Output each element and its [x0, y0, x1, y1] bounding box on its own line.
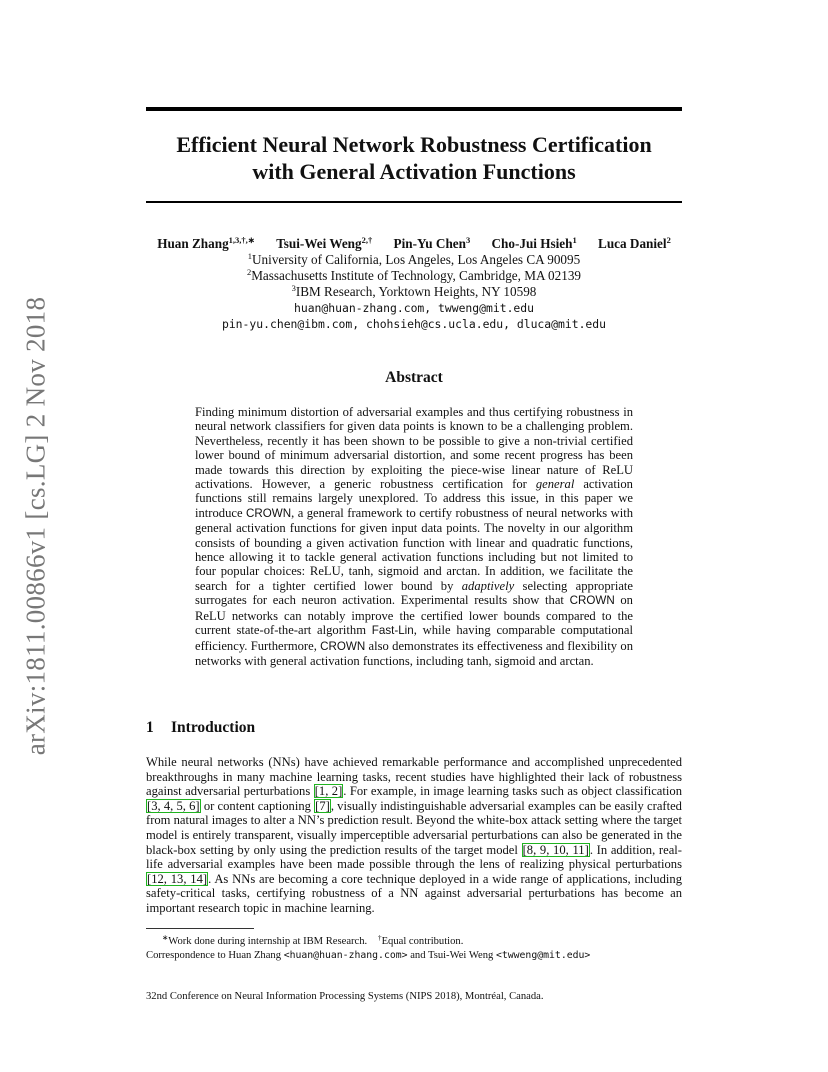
footnote-text: and Tsui-Wei Weng — [407, 950, 496, 962]
author — [276, 236, 372, 251]
correspondence-email: <twweng@mit.edu> — [495, 950, 591, 962]
footnote-mark: ∗ — [162, 933, 169, 942]
abstract-body — [195, 405, 633, 668]
affiliation-mark: 1 — [247, 251, 253, 261]
author — [492, 236, 577, 251]
method-name-fastlin: Fast-Lin — [371, 624, 414, 638]
introduction-body — [146, 755, 682, 916]
footnote-mark: † — [377, 933, 382, 942]
author-name: Luca Daniel — [598, 236, 667, 251]
author-marks: 1 — [572, 235, 577, 245]
affiliation — [80, 268, 748, 284]
intro-text: . For example, in image learning tasks such as object classification — [343, 784, 682, 799]
author — [157, 236, 255, 251]
author-name: Huan Zhang — [157, 236, 229, 251]
paper-title — [146, 131, 682, 185]
affiliations — [80, 252, 748, 332]
method-name-crown: CROWN — [569, 594, 615, 608]
author-marks: 1,3,†,∗ — [228, 235, 255, 245]
abstract-emphasis: adaptively — [461, 578, 515, 593]
abstract-text: selecting appropriate surrogates for each neuron activation. Experimental results show that — [195, 578, 634, 608]
abstract-heading: Abstract — [385, 369, 443, 386]
abstract-text: , a general framework to certify robustness of neural networks with general activation functions for given input data points. The novelty in our algorithm consists of bounding a given activation function with linear and quadratic functions, hence allowing it to tackle general activation functions including but not limited to four popular choices: ReLU, tanh, sigmoid and arctan. In addition, we facilitate the search for a tighter certified lower bound by — [195, 505, 633, 593]
citation-link[interactable]: [3, 4, 5, 6] — [147, 798, 200, 813]
footnotes — [146, 935, 682, 963]
intro-text: . As NNs are becoming a core technique deployed in a wide range of applications, including safety-critical tasks, certifying robustness of a NN against adversarial perturbations has become an important research topic in machine learning. — [146, 871, 682, 915]
affiliation-text: Massachusetts Institute of Technology, Cambridge, MA 02139 — [251, 268, 582, 283]
author — [394, 236, 471, 251]
author-list — [80, 236, 748, 252]
abstract-text: Finding minimum distortion of adversarial examples and thus certifying robustness in neural network classifiers for given data points is known to be a challenging problem. Nevertheless, recently it has been shown to be possible to give a non-trivial certified lower bound of minimum adversarial distortion, and some recent progress has been made towards this direction by exploiting the piece-wise linear nature of ReLU activations. However, a generic robustness certification for — [195, 405, 633, 492]
citation-link[interactable]: [1, 2] — [314, 784, 343, 799]
section-heading — [146, 719, 255, 737]
author-name: Tsui-Wei Weng — [276, 236, 362, 251]
correspondence-line — [146, 949, 682, 963]
section-number: 1 — [146, 719, 154, 736]
method-name-crown: CROWN — [320, 639, 366, 653]
affiliation-text: IBM Research, Yorktown Heights, NY 10598 — [295, 284, 537, 299]
intro-text: or content captioning — [200, 798, 315, 813]
intro-paragraph — [146, 755, 682, 916]
abstract-text: activation functions still remains largely unexplored. To address this issue, in this paper we introduce — [195, 477, 633, 520]
abstract-paragraph — [195, 405, 633, 668]
citation-link[interactable]: [8, 9, 10, 11] — [522, 842, 589, 857]
method-name-crown: CROWN — [246, 506, 292, 520]
footnote-line — [146, 935, 682, 949]
affiliation-mark: 2 — [246, 267, 252, 277]
abstract-emphasis: general — [535, 477, 575, 492]
affiliation — [80, 252, 748, 268]
title-rule-bottom — [146, 201, 682, 203]
author — [598, 236, 671, 251]
abstract-text: on ReLU networks can notably improve the certified lower bounds compared to the current state-of-the-art algorithm — [195, 593, 633, 638]
footnote-text: Equal contribution. — [381, 936, 464, 947]
section-title: Introduction — [171, 719, 256, 736]
affiliation-text: University of California, Los Angeles, Los Angeles CA 90095 — [252, 252, 581, 267]
email-line: huan@huan-zhang.com, twweng@mit.edu — [293, 301, 535, 315]
title-line-1: Efficient Neural Network Robustness Certification — [176, 132, 652, 157]
author-marks: 2,† — [361, 235, 373, 245]
title-rule-top — [146, 107, 682, 111]
conference-footer: 32nd Conference on Neural Information Processing Systems (NIPS 2018), Montréal, Canada. — [146, 991, 544, 1002]
author-marks: 3 — [465, 235, 471, 245]
footnote-text: Work done during internship at IBM Research. — [168, 936, 368, 947]
author-name: Cho-Jui Hsieh — [491, 236, 573, 251]
email-line: pin-yu.chen@ibm.com, chohsieh@cs.ucla.edu, dluca@mit.edu — [221, 317, 607, 331]
intro-text: While neural networks (NNs) have achieved remarkable performance and accomplished unprecedented breakthroughs in many machine learning tasks, recent studies have highlighted their lack of robustness against adversarial perturbations — [146, 755, 682, 799]
author-name: Pin-Yu Chen — [393, 236, 466, 251]
footnote-text: Correspondence to Huan Zhang — [146, 950, 284, 962]
affiliation — [80, 284, 748, 300]
author-marks: 2 — [666, 235, 671, 245]
abstract-text: also demonstrates its effectiveness and flexibility on networks with general activation functions, including tanh, sigmoid and arctan. — [195, 638, 633, 668]
citation-link[interactable]: [7] — [315, 798, 330, 813]
citation-link[interactable]: [12, 13, 14] — [147, 871, 208, 886]
affiliation-mark: 3 — [291, 283, 296, 293]
abstract-text: , while having comparable computational efficiency. Furthermore, — [195, 623, 634, 653]
title-line-2: with General Activation Functions — [252, 159, 576, 184]
correspondence-email: <huan@huan-zhang.com> — [283, 950, 408, 962]
intro-text: . In addition, real-life adversarial examples have been made possible through the lens of realizing physical perturbations — [146, 842, 683, 872]
intro-text: , visually indistinguishable adversarial examples can be easily crafted from natural images to alter a NN’s prediction result. Beyond the white-box attack setting where the target model is entirely transparent, visually imperceptible adversarial perturbations can also be generated in the black-box setting by only using the prediction results of the target model — [146, 798, 682, 857]
arxiv-stamp: arXiv:1811.00866v1 [cs.LG] 2 Nov 2018 — [20, 296, 51, 756]
footnote-rule — [146, 928, 254, 929]
